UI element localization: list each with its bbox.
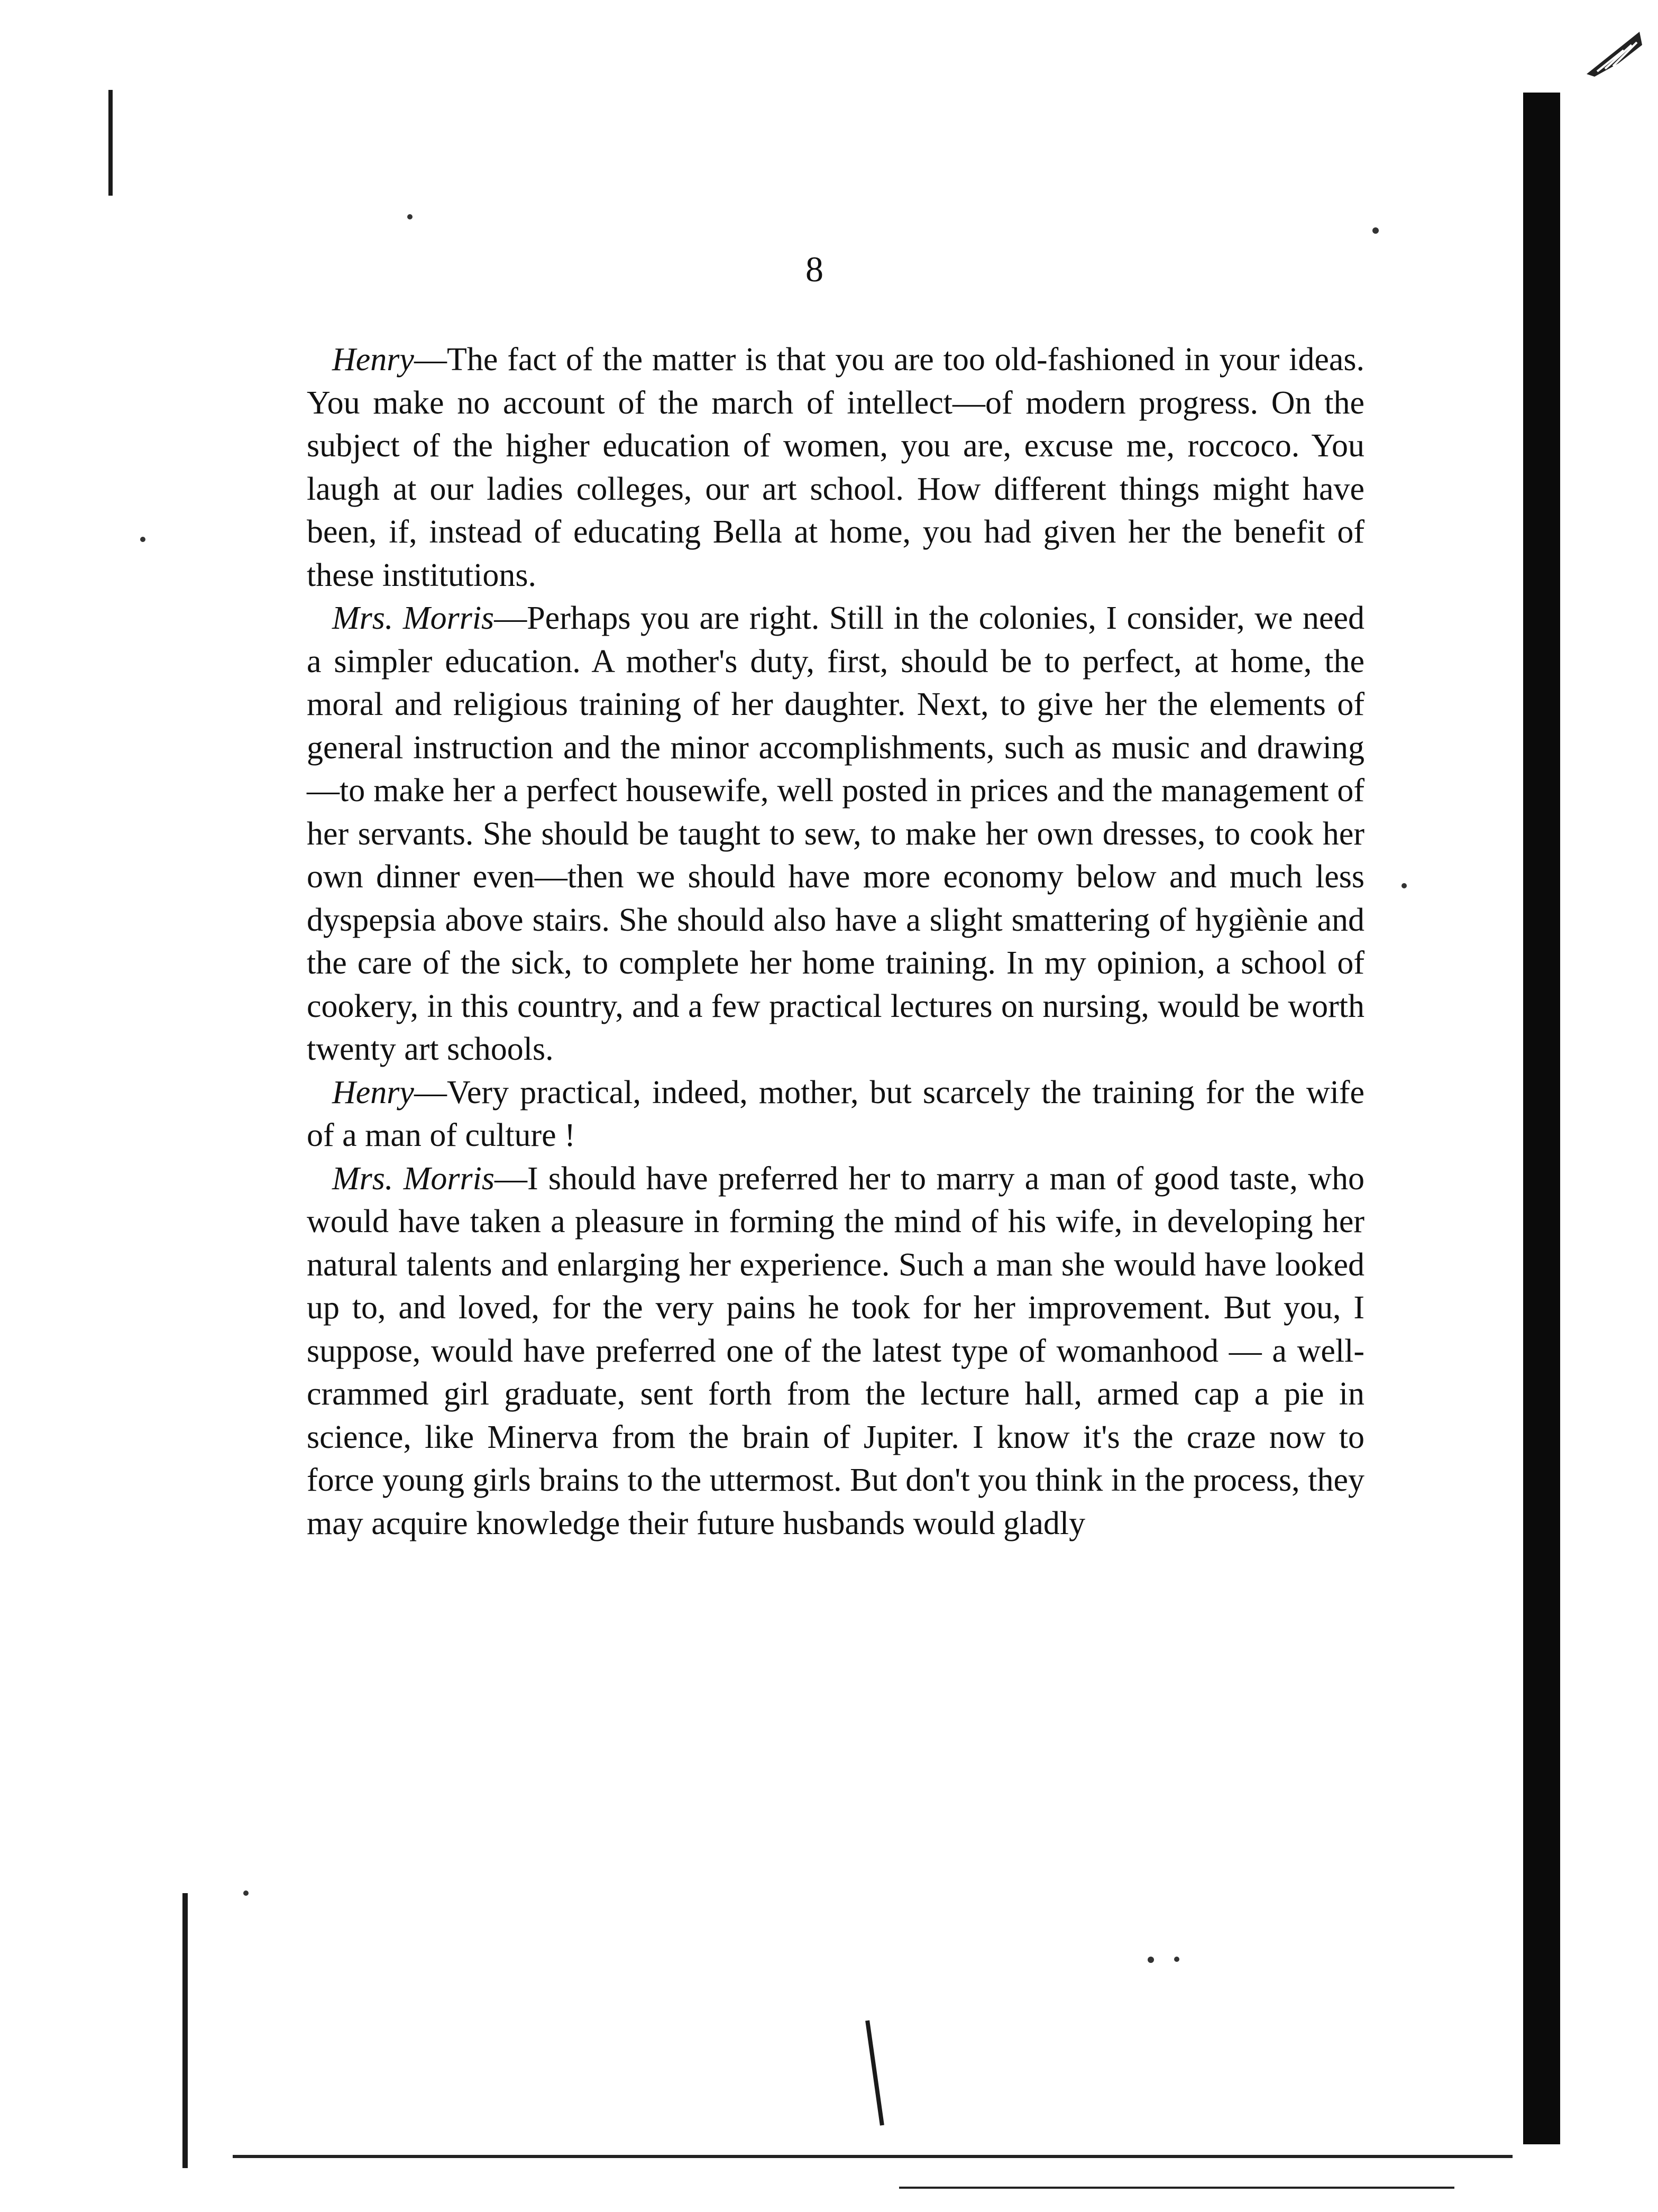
speck (1372, 227, 1379, 234)
speaker-name: Mrs. Morris (332, 600, 494, 636)
speaker-name: Mrs. Morris (332, 1160, 494, 1197)
body-text (307, 338, 1364, 1545)
speck (1148, 1957, 1154, 1963)
paragraph-text: —Very practical, indeed, mother, but scarcely the training for the wife of a man of culture ! (307, 1074, 1364, 1153)
bottom-rule (899, 2187, 1454, 2189)
speck (1174, 1957, 1179, 1962)
speck (1401, 883, 1407, 888)
binding-shadow (1523, 93, 1560, 2144)
paragraph-text: —Perhaps you are right. Still in the colonies, I consider, we need a simpler education. A mother's duty, first, should be to perfect, at home, the moral and religious training of her daughter. Next, to give her the elements of general instruction and the minor accomplishments, such as music and drawing—to make her a perfect housewife, well posted in prices and the management of her servants. She should be taught to sew, to make her own dresses, to cook her own dinner even—then we should have more economy below and much less dyspepsia above stairs. She should also have a slight smattering of hygiènie and the care of the sick, to complete her home training. In my opinion, a school of cookery, in this country, and a few practical lectures on nursing, would be worth twenty art schools. (307, 600, 1364, 1067)
left-margin-mark (865, 2020, 884, 2125)
paragraph-text: —I should have preferred her to marry a man of good taste, who would have taken a pleasure in forming the mind of his wife, in developing her natural talents and enlarging her experience. Such a man she would have looked up to, and loved, for the very pains he took for her improvement. But you, I suppose, would have preferred one of the latest type of womanhood — a well-crammed girl graduate, sent forth from the lecture hall, armed cap a pie in science, like Minerva from the brain of Jupiter. I know it's the craze now to force young girls brains to the uttermost. But don't you think in the process, they may acquire knowledge their future husbands would gladly (307, 1160, 1364, 1541)
speck (140, 537, 145, 542)
speck (243, 1890, 249, 1896)
paragraph-text: —The fact of the matter is that you are too old-fashioned in your ideas. You make no account of the march of intellect—of modern progress. On the subject of the higher education of women, you are, excuse me, roccoco. You laugh at our ladies colleges, our art school. How different things might have been, if, instead of educating Bella at home, you had given her the benefit of these institutions. (307, 342, 1364, 593)
dialogue-paragraph (307, 1071, 1364, 1158)
dialogue-paragraph (307, 597, 1364, 1071)
bottom-rule (233, 2155, 1513, 2158)
page-number: 8 (805, 249, 823, 289)
speaker-name: Henry (332, 1074, 414, 1110)
page-corner-smudge (1581, 21, 1645, 79)
dialogue-paragraph (307, 338, 1364, 597)
left-margin-mark (108, 90, 113, 196)
speck (407, 214, 413, 219)
dialogue-paragraph (307, 1158, 1364, 1546)
left-margin-mark (182, 1893, 188, 2168)
speaker-name: Henry (332, 342, 414, 378)
